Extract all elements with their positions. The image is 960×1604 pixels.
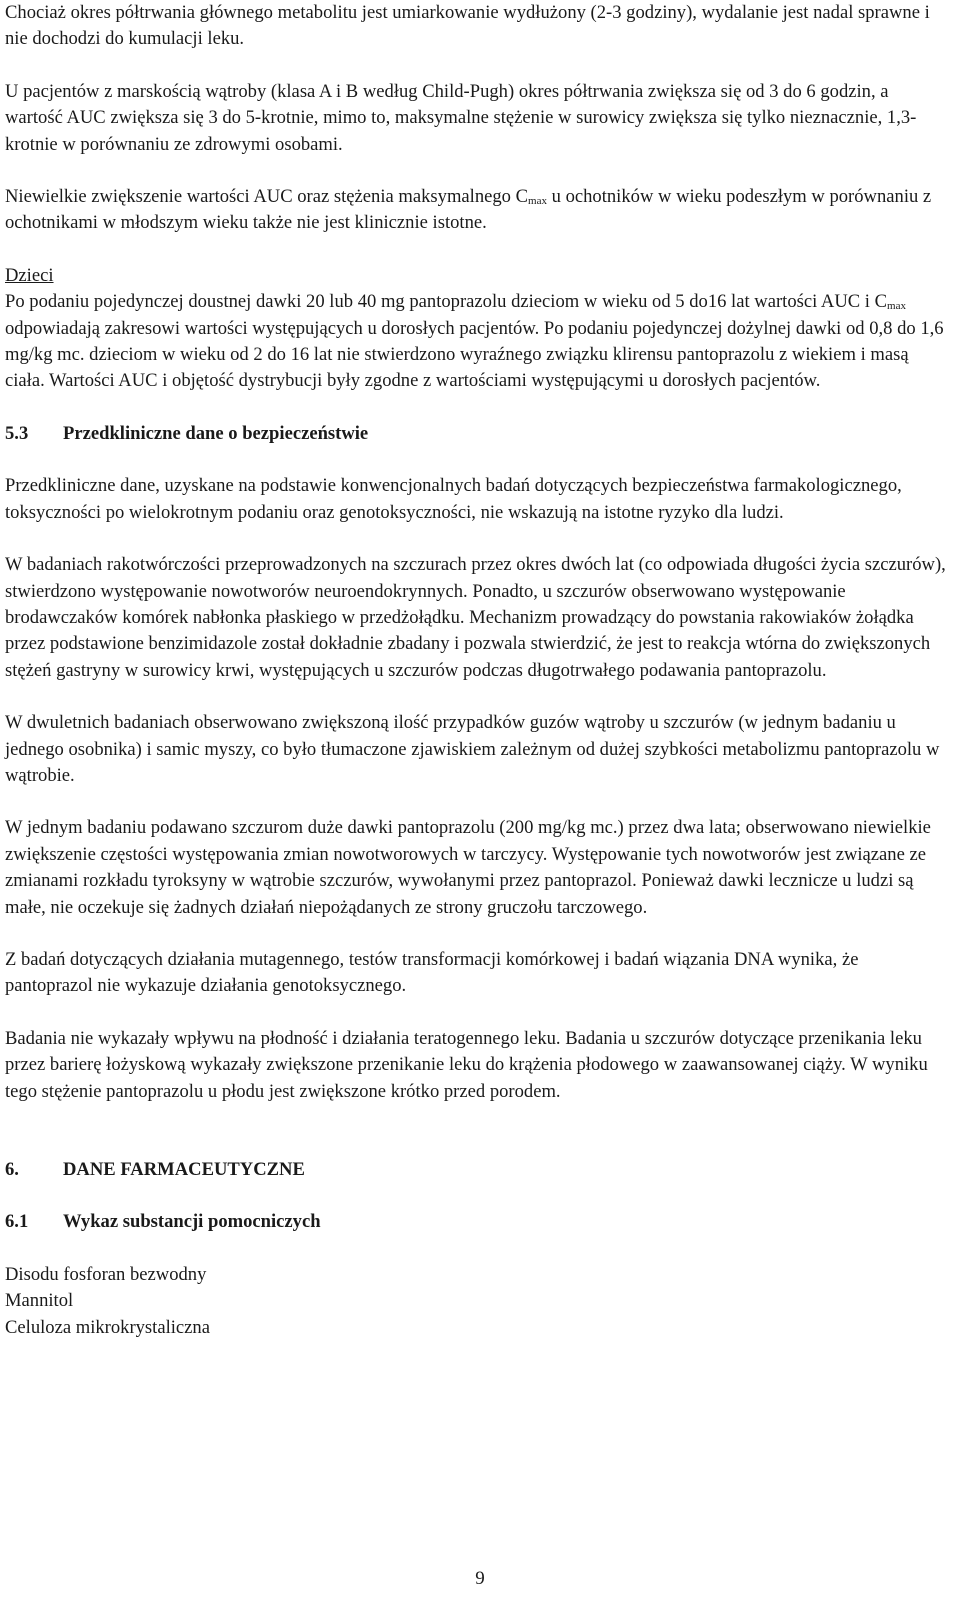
paragraph-thyroid: W jednym badaniu podawano szczurom duże dawki pantoprazolu (200 mg/kg mc.) przez dwa lata; obserwowano niewielkie zwiększenie częstości występowania zmian nowotworowych w tarczycy. Występowanie tych nowotworów jest związane ze zmianami rozkładu tyroksyny w wątrobie szczurów, wywołanymi przez pantoprazol. Ponieważ dawki lecznicze u ludzi są małe, nie oczekuje się żadnych działań niepożądanych ze strony gruczołu tarczowego.: [5, 817, 931, 918]
paragraph-preclinical-data: Przedkliniczne dane, uzyskane na podstawie konwencjonalnych badań dotyczących bezpieczeństwa farmakologicznego, toksyczności po wielokrotnym podaniu oraz genotoksyczności, nie wskazują na istotne ryzyko dla ludzi.: [5, 475, 902, 523]
list-item: Mannitol: [5, 1290, 74, 1312]
subscript-max: max: [887, 300, 906, 313]
text-run: Po podaniu pojedynczej doustnej dawki 20 lub 40 mg pantoprazolu dzieciom w wieku od 5 do16 lat wartości AUC i C: [5, 291, 888, 313]
heading-6: [5, 1157, 950, 1183]
list-item: Celuloza mikrokrystaliczna: [5, 1316, 210, 1338]
heading-title: DANE FARMACEUTYCZNE: [63, 1159, 305, 1180]
paragraph-metabolite-half-life: Chociaż okres półtrwania głównego metabolitu jest umiarkowanie wydłużony (2-3 godziny), wydalanie jest nadal sprawne i nie dochodzi do kumulacji leku.: [5, 2, 930, 50]
heading-5-3: [5, 421, 950, 447]
paragraph-liver-tumors: W dwuletnich badaniach obserwowano zwiększoną ilość przypadków guzów wątroby u szczurów (w jednym badaniu u jednego osobnika) i samic myszy, co było tłumaczone zjawiskiem zależnym od dużej szybkości metabolizmu pantoprazolu w wątrobie.: [5, 712, 940, 786]
paragraph-carcinogenicity: W badaniach rakotwórczości przeprowadzonych na szczurach przez okres dwóch lat (co odpowiada długości życia szczurów), stwierdzono występowanie nowotworów neuroendokrynnych. Ponadto, u szczurów obserwowano występowanie brodawczaków komórek nabłonka płaskiego w przedżołądku. Mechanizm prowadzący do powstania rakowiaków żołądka przez podstawione benzimidazole został dokładnie zbadany i pozwala stwierdzić, że jest to reakcja wtórna do zwiększonych stężeń gastryny w surowicy krwi, występujących u szczurów podczas długotrwałego podawania pantoprazolu.: [5, 554, 946, 681]
page-number: 9: [475, 1568, 485, 1589]
heading-6-1: [5, 1209, 950, 1235]
children-heading: Dzieci: [5, 264, 54, 286]
paragraph-liver-cirrhosis: U pacjentów z marskością wątroby (klasa A i B według Child-Pugh) okres półtrwania zwiększa się od 3 do 6 godzin, a wartość AUC zwiększa się 3 do 5-krotnie, mimo to, maksymalne stężenie w surowicy zwiększa się tylko nieznacznie, 1,3-krotnie w porównaniu ze zdrowymi osobami.: [5, 80, 917, 155]
list-item: Disodu fosforan bezwodny: [5, 1263, 207, 1285]
document-page: [5, 0, 950, 1341]
text-run: odpowiadają zakresowi wartości występujących u dorosłych pacjentów. Po podaniu pojedynczej dożylnej dawki od 0,8 do 1,6 mg/kg mc. dzieciom w wieku od 2 do 16 lat nie stwierdzono wyraźnego związku klirensu pantoprazolu z wiekiem i masą ciała. Wartości AUC i objętość dystrybucji były zgodne z wartościami występującymi u dorosłych pacjentów.: [5, 317, 944, 392]
subscript-max: max: [528, 195, 547, 208]
paragraph-fertility: Badania nie wykazały wpływu na płodność i działania teratogennego leku. Badania u szczurów dotyczące przenikania leku przez barierę łożyskową wykazały zwiększone przenikanie leku do krążenia płodowego w zaawansowanej ciąży. W wyniku tego stężenie pantoprazolu u płodu jest zwiększone krótko przed porodem.: [5, 1027, 928, 1102]
section-title-children: [5, 263, 950, 289]
heading-title: Przedkliniczne dane o bezpieczeństwie: [63, 422, 369, 444]
text-run: Niewielkie zwiększenie wartości AUC oraz stężenia maksymalnego C: [5, 186, 529, 208]
paragraph-children: [5, 289, 950, 395]
text-run: u ochotników w wieku podeszłym w porównaniu z ochotnikami w młodszym wieku także nie jest klinicznie istotne.: [5, 186, 932, 234]
heading-title: Wykaz substancji pomocniczych: [63, 1211, 321, 1233]
heading-number: 6.1: [5, 1211, 29, 1233]
excipients-list: [5, 1262, 950, 1341]
heading-number: 5.3: [5, 422, 29, 444]
paragraph-mutagenicity: Z badań dotyczących działania mutagennego, testów transformacji komórkowej i badań wiązania DNA wynika, że pantoprazol nie wykazuje działania genotoksycznego.: [5, 948, 859, 997]
heading-number: 6.: [5, 1159, 19, 1180]
paragraph-elderly: [5, 184, 950, 237]
